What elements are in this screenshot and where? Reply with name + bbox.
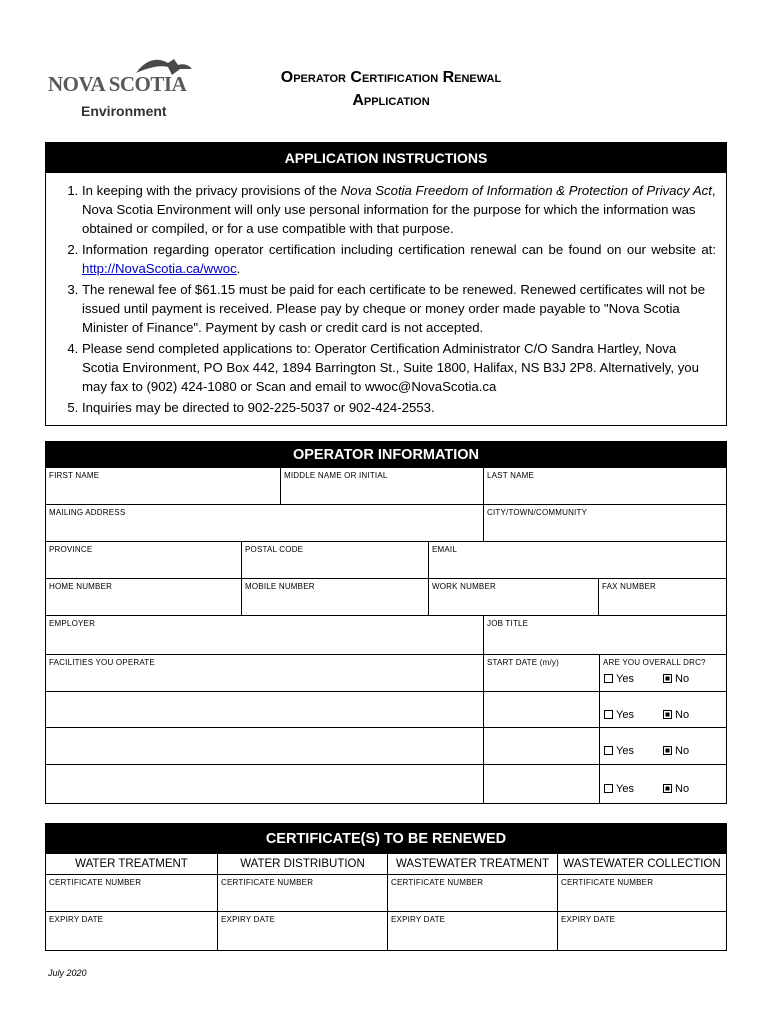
checkbox-filled-icon[interactable]: [663, 784, 672, 793]
drc-yes-option[interactable]: [604, 783, 634, 795]
wastewater-treatment-expiry-field[interactable]: EXPIRY DATE: [388, 912, 558, 950]
checkbox-empty-icon[interactable]: [604, 674, 613, 683]
water-distribution-expiry-field[interactable]: EXPIRY DATE: [218, 912, 388, 950]
instruction-item: [82, 181, 716, 238]
instruction-text: In keeping with the privacy provisions of the: [82, 183, 341, 198]
mailing-address-field[interactable]: MAILING ADDRESS: [46, 505, 484, 542]
water-distribution-header: WATER DISTRIBUTION: [218, 854, 388, 875]
middle-name-field[interactable]: MIDDLE NAME OR INITIAL: [281, 468, 484, 505]
fax-number-field[interactable]: FAX NUMBER: [599, 579, 726, 616]
wastewater-collection-cert-number-field[interactable]: CERTIFICATE NUMBER: [558, 875, 726, 912]
drc-label: ARE YOU OVERALL DRC?: [600, 655, 726, 692]
checkbox-empty-icon[interactable]: [604, 710, 613, 719]
instruction-text: Information regarding operator certification including certification renewal can be found on our website at:: [82, 242, 716, 257]
province-field[interactable]: PROVINCE: [46, 542, 242, 579]
postal-code-field[interactable]: POSTAL CODE: [242, 542, 429, 579]
instruction-item: 3. The renewal fee of $61.15 must be paid for each certificate to be renewed. Renewed certificates will not be issued until payment is received. Please pay by cheque or money order made payable to "Nova Scotia Minister of Finance". Payment by cash or credit card is not accepted.: [82, 280, 716, 337]
water-treatment-header: WATER TREATMENT: [46, 854, 218, 875]
wastewater-collection-expiry-field[interactable]: EXPIRY DATE: [561, 915, 616, 924]
checkbox-filled-icon[interactable]: [663, 674, 672, 683]
logo-subtitle: Environment: [81, 103, 167, 119]
instructions-title: APPLICATION INSTRUCTIONS: [46, 143, 726, 173]
no-label: No: [675, 745, 690, 757]
operator-info-title: OPERATOR INFORMATION: [46, 442, 726, 468]
drc-no-option[interactable]: [663, 709, 689, 721]
job-title-field[interactable]: JOB TITLE: [484, 616, 726, 655]
water-treatment-cert-number-field[interactable]: CERTIFICATE NUMBER: [46, 875, 218, 912]
facility-field[interactable]: FACILITIES YOU OPERATE: [46, 655, 484, 692]
no-label: No: [675, 783, 690, 795]
home-number-field[interactable]: HOME NUMBER: [46, 579, 242, 616]
checkbox-empty-icon[interactable]: [604, 784, 613, 793]
form-title: [226, 66, 556, 112]
instruction-text: , Nova Scotia Environment will only use personal information for the purpose for which the information was obtained or compiled, or for a use compatible with that purpose.: [82, 183, 716, 236]
drc-no-option[interactable]: [663, 783, 689, 795]
city-field[interactable]: CITY/TOWN/COMMUNITY: [484, 505, 726, 542]
water-distribution-cert-number-field[interactable]: CERTIFICATE NUMBER: [218, 875, 388, 912]
water-treatment-expiry-field[interactable]: EXPIRY DATE: [46, 912, 218, 950]
operator-info-section: [45, 441, 727, 804]
certificates-title: CERTIFICATE(S) TO BE RENEWED: [46, 824, 726, 854]
logo-wordmark: NOVA SCOTIA: [48, 72, 187, 96]
instruction-item: 5. Inquiries may be directed to 902-225-5037 or 902-424-2553.: [82, 398, 716, 417]
website-link[interactable]: http://NovaScotia.ca/wwoc: [82, 261, 237, 276]
instructions-section: [45, 142, 727, 426]
checkbox-empty-icon[interactable]: [604, 746, 613, 755]
form-title-line2: Application: [352, 92, 430, 109]
start-date-field[interactable]: START DATE (m/y): [484, 655, 600, 692]
wastewater-collection-header: WASTEWATER COLLECTION: [558, 854, 726, 875]
no-label: No: [675, 709, 690, 721]
facility-field[interactable]: [46, 728, 484, 765]
yes-label: Yes: [616, 783, 634, 795]
form-title-line1: Operator Certification Renewal: [280, 69, 502, 86]
checkbox-filled-icon[interactable]: [663, 710, 672, 719]
drc-no-option[interactable]: [663, 745, 689, 757]
no-label: No: [675, 673, 690, 685]
instruction-text: .: [236, 261, 241, 276]
start-date-field[interactable]: [484, 765, 600, 803]
employer-field[interactable]: EMPLOYER: [46, 616, 484, 655]
first-name-field[interactable]: FIRST NAME: [46, 468, 281, 505]
mobile-number-field[interactable]: MOBILE NUMBER: [242, 579, 429, 616]
drc-yes-option[interactable]: [604, 745, 634, 757]
work-number-field[interactable]: WORK NUMBER: [429, 579, 599, 616]
checkbox-filled-icon[interactable]: [663, 746, 672, 755]
email-field[interactable]: EMAIL: [429, 542, 726, 579]
certificates-section: [45, 823, 727, 951]
wastewater-treatment-cert-number-field[interactable]: CERTIFICATE NUMBER: [388, 875, 558, 912]
drc-no-option[interactable]: [663, 673, 689, 685]
yes-label: Yes: [616, 709, 634, 721]
nova-scotia-logo: [48, 55, 208, 125]
start-date-field[interactable]: [484, 728, 600, 765]
wastewater-treatment-header: WASTEWATER TREATMENT: [388, 854, 558, 875]
start-date-field[interactable]: [484, 692, 600, 728]
last-name-field[interactable]: LAST NAME: [484, 468, 726, 505]
facility-field[interactable]: [46, 692, 484, 728]
facility-field[interactable]: [46, 765, 484, 803]
footer-date: July 2020: [48, 968, 87, 978]
yes-label: Yes: [616, 673, 634, 685]
drc-yes-option[interactable]: [604, 709, 634, 721]
instructions-list: [46, 181, 716, 417]
instruction-item: 4. Please send completed applications to: Operator Certification Administrator C/O Sandra Hartley, Nova Scotia Environment, PO Box 442, 1894 Barrington St., Suite 1800, Halifax, NS B3J 2P8. Alternatively, you may fax to (902) 424-1080 or Scan and email to wwoc@NovaScotia.ca: [82, 339, 716, 396]
instruction-item: [82, 240, 716, 278]
act-name: Nova Scotia Freedom of Information & Protection of Privacy Act: [340, 183, 712, 198]
drc-yes-option[interactable]: [604, 673, 634, 685]
yes-label: Yes: [616, 745, 634, 757]
